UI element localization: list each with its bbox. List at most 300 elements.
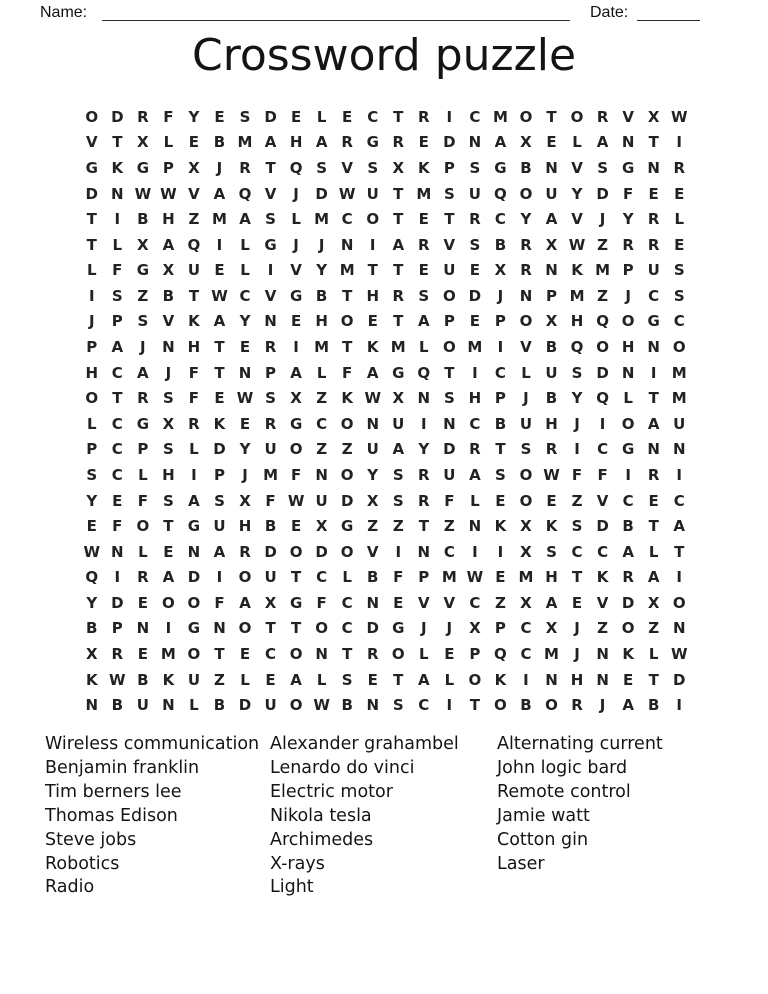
grid-cell: I	[676, 133, 683, 152]
grid-cell: V	[443, 235, 456, 254]
grid-cell: E	[571, 593, 583, 612]
grid-cell: P	[86, 338, 98, 357]
grid-cell: C	[341, 210, 353, 229]
grid-cell: X	[290, 389, 302, 408]
grid-cell: P	[494, 389, 506, 408]
grid-cell: Y	[188, 107, 200, 126]
grid-cell: I	[88, 286, 95, 305]
grid-cell: S	[443, 184, 455, 203]
grid-cell: N	[621, 133, 635, 152]
grid-cell: J	[574, 619, 580, 638]
grid-cell: F	[163, 107, 174, 126]
grid-cell: T	[393, 670, 404, 689]
grid-cell: C	[316, 414, 328, 433]
grid-cell: A	[264, 133, 277, 152]
grid-cell: B	[213, 133, 226, 152]
grid-cell: B	[137, 210, 149, 229]
grid-cell: R	[520, 261, 532, 280]
grid-cell: M	[314, 210, 330, 229]
grid-cell: W	[236, 389, 254, 408]
grid-cell: L	[163, 133, 174, 152]
grid-cell: U	[187, 670, 201, 689]
grid-cell: X	[520, 593, 532, 612]
grid-cell: C	[239, 286, 251, 305]
grid-cell: O	[289, 440, 303, 459]
grid-cell: A	[213, 184, 226, 203]
grid-cell: P	[494, 312, 506, 331]
grid-cell: S	[392, 491, 404, 510]
grid-cell: A	[290, 363, 302, 382]
grid-cell: R	[469, 440, 481, 459]
grid-cell: I	[216, 235, 223, 254]
grid-cell: T	[418, 517, 429, 536]
grid-cell: H	[85, 363, 99, 382]
grid-cell: I	[165, 619, 172, 638]
word-item: Thomas Edison	[45, 805, 178, 826]
grid-cell: R	[188, 414, 200, 433]
grid-cell: I	[497, 338, 504, 357]
grid-cell: C	[367, 107, 379, 126]
grid-cell: D	[264, 542, 277, 561]
grid-cell: E	[137, 645, 148, 664]
grid-cell: Q	[596, 312, 609, 331]
grid-cell: I	[446, 107, 453, 126]
grid-cell: S	[571, 363, 583, 382]
grid-cell: X	[162, 261, 175, 280]
grid-cell: D	[85, 184, 98, 203]
grid-cell: T	[648, 517, 659, 536]
grid-cell: L	[521, 363, 531, 382]
grid-cell: Z	[367, 517, 379, 536]
grid-cell: V	[520, 338, 532, 357]
grid-cell: S	[597, 158, 608, 177]
grid-cell: L	[623, 389, 633, 408]
grid-cell: C	[469, 107, 481, 126]
grid-cell: C	[469, 593, 481, 612]
grid-cell: R	[647, 465, 660, 484]
word-column	[45, 733, 259, 900]
grid-cell: U	[673, 414, 686, 433]
grid-cell: P	[111, 619, 123, 638]
grid-cell: Y	[316, 261, 328, 280]
grid-cell: N	[417, 389, 431, 408]
grid-cell: H	[621, 338, 635, 357]
grid-cell: X	[520, 542, 532, 561]
grid-cell: E	[290, 312, 302, 331]
grid-cell: S	[571, 517, 583, 536]
grid-cell: O	[442, 338, 456, 357]
grid-cell: D	[672, 670, 686, 689]
grid-cell: N	[417, 542, 431, 561]
grid-cell: E	[342, 107, 353, 126]
grid-cell: U	[392, 414, 405, 433]
word-item: Cotton gin	[497, 829, 589, 850]
grid-cell: C	[494, 210, 506, 229]
grid-cell: M	[569, 286, 585, 305]
grid-cell: Y	[367, 465, 379, 484]
grid-cell: N	[213, 619, 226, 638]
page-title: Crossword puzzle	[191, 30, 577, 81]
grid-cell: O	[672, 338, 686, 357]
grid-cell: X	[520, 517, 532, 536]
grid-cell: P	[265, 363, 277, 382]
grid-cell: X	[545, 619, 558, 638]
grid-cell: Z	[597, 286, 609, 305]
grid-cell: A	[162, 235, 175, 254]
grid-cell: Z	[443, 517, 455, 536]
grid-cell: U	[366, 440, 379, 459]
grid-cell: T	[393, 261, 404, 280]
grid-cell: U	[366, 184, 379, 203]
grid-cell: A	[545, 593, 558, 612]
grid-cell: R	[111, 645, 124, 664]
grid-cell: A	[111, 338, 124, 357]
grid-cell: N	[340, 235, 354, 254]
grid-cell: K	[622, 645, 634, 664]
grid-cell: B	[162, 286, 175, 305]
grid-cell: J	[421, 619, 427, 638]
grid-cell: R	[647, 210, 660, 229]
grid-cell: M	[237, 133, 253, 152]
grid-cell: O	[366, 210, 380, 229]
grid-cell: C	[341, 593, 353, 612]
grid-cell: V	[85, 133, 98, 152]
grid-cell: Z	[341, 440, 353, 459]
grid-cell: A	[137, 363, 149, 382]
grid-cell: S	[265, 210, 276, 229]
grid-cell: O	[85, 389, 99, 408]
grid-cell: F	[112, 261, 123, 280]
grid-cell: O	[340, 542, 354, 561]
grid-cell: P	[443, 158, 455, 177]
grid-cell: T	[444, 363, 455, 382]
grid-cell: I	[472, 363, 478, 382]
grid-cell: Q	[596, 389, 609, 408]
grid-cell: K	[341, 389, 353, 408]
grid-cell: C	[265, 645, 277, 664]
grid-cell: A	[647, 568, 660, 587]
grid-cell: J	[140, 338, 146, 357]
grid-cell: S	[316, 158, 328, 177]
grid-cell: D	[443, 440, 456, 459]
grid-cell: E	[290, 517, 302, 536]
grid-cell: M	[595, 261, 611, 280]
grid-cell: J	[574, 645, 580, 664]
grid-cell: S	[162, 440, 174, 459]
grid-cell: B	[622, 517, 634, 536]
grid-cell: A	[290, 670, 302, 689]
grid-cell: E	[418, 210, 429, 229]
grid-cell: E	[418, 133, 429, 152]
grid-cell: J	[165, 363, 172, 382]
grid-cell: O	[289, 696, 303, 715]
grid-cell: C	[443, 542, 455, 561]
grid-cell: O	[238, 619, 252, 638]
grid-cell: E	[623, 670, 634, 689]
grid-cell: E	[674, 184, 685, 203]
grid-cell: K	[417, 158, 430, 177]
grid-cell: X	[239, 491, 251, 510]
grid-cell: T	[163, 517, 174, 536]
grid-cell: C	[341, 619, 353, 638]
grid-cell: O	[519, 184, 533, 203]
grid-cell: J	[88, 312, 95, 331]
grid-cell: F	[214, 593, 225, 612]
grid-cell: E	[418, 261, 429, 280]
grid-cell: O	[570, 107, 584, 126]
grid-cell: E	[214, 261, 225, 280]
grid-cell: L	[316, 670, 327, 689]
grid-cell: F	[188, 389, 200, 408]
grid-cell: D	[213, 440, 226, 459]
grid-cell: O	[187, 593, 201, 612]
grid-cell: L	[86, 261, 97, 280]
grid-cell: J	[625, 286, 631, 305]
grid-cell: A	[239, 210, 251, 229]
grid-cell: Y	[418, 440, 430, 459]
grid-cell: E	[214, 107, 225, 126]
grid-cell: W	[364, 389, 381, 408]
grid-cell: T	[546, 107, 557, 126]
grid-cell: E	[674, 235, 685, 254]
grid-cell: E	[495, 568, 506, 587]
grid-cell: V	[290, 261, 302, 280]
grid-cell: N	[315, 645, 328, 664]
grid-cell: D	[315, 542, 328, 561]
grid-cell: K	[162, 670, 175, 689]
grid-cell: R	[520, 235, 532, 254]
grid-cell: T	[342, 286, 353, 305]
grid-cell: O	[187, 645, 201, 664]
grid-cell: D	[596, 184, 609, 203]
grid-cell: Y	[571, 184, 583, 203]
grid-cell: J	[293, 235, 299, 254]
grid-cell: Y	[520, 210, 532, 229]
grid-cell: O	[621, 312, 635, 331]
word-item: Remote control	[497, 781, 631, 802]
grid-cell: A	[213, 542, 226, 561]
grid-cell: K	[188, 312, 200, 331]
grid-cell: Q	[494, 645, 507, 664]
grid-cell: N	[596, 645, 609, 664]
grid-cell: M	[160, 645, 176, 664]
grid-cell: X	[85, 645, 98, 664]
grid-cell: I	[421, 414, 427, 433]
grid-cell: X	[392, 158, 405, 177]
grid-cell: A	[188, 491, 200, 510]
grid-cell: A	[366, 363, 379, 382]
grid-cell: D	[340, 491, 354, 510]
grid-cell: T	[214, 645, 225, 664]
grid-cell: I	[574, 440, 580, 459]
grid-cell: E	[495, 491, 506, 510]
grid-cell: L	[648, 645, 659, 664]
grid-cell: V	[596, 593, 609, 612]
grid-cell: U	[443, 261, 456, 280]
grid-cell: T	[571, 568, 583, 587]
grid-cell: I	[267, 261, 274, 280]
name-blank-line	[102, 2, 570, 21]
grid-cell: R	[239, 158, 251, 177]
grid-cell: C	[111, 440, 123, 459]
grid-cell: A	[418, 312, 430, 331]
grid-cell: I	[216, 568, 223, 587]
grid-cell: R	[137, 107, 149, 126]
grid-cell: O	[442, 286, 456, 305]
grid-cell: L	[674, 210, 684, 229]
grid-cell: Z	[648, 619, 660, 638]
grid-cell: W	[160, 184, 177, 203]
grid-cell: T	[214, 338, 225, 357]
grid-cell: N	[85, 696, 99, 715]
grid-cell: R	[418, 491, 430, 510]
grid-cell: C	[673, 491, 685, 510]
grid-cell: G	[621, 440, 635, 459]
grid-cell: C	[418, 696, 430, 715]
grid-cell: R	[264, 338, 277, 357]
grid-cell: M	[544, 645, 559, 664]
grid-cell: Y	[86, 491, 98, 510]
grid-cell: Q	[417, 363, 431, 382]
grid-cell: K	[366, 338, 379, 357]
grid-cell: R	[418, 107, 430, 126]
grid-cell: P	[111, 312, 123, 331]
grid-cell: V	[366, 542, 379, 561]
grid-cell: I	[625, 465, 631, 484]
word-item: Archimedes	[270, 829, 374, 850]
grid-cell: B	[341, 696, 353, 715]
grid-cell: R	[418, 235, 430, 254]
grid-cell: E	[265, 670, 276, 689]
grid-cell: K	[494, 670, 507, 689]
grid-cell: Z	[214, 670, 225, 689]
grid-cell: R	[392, 133, 405, 152]
grid-cell: M	[390, 338, 406, 357]
word-item: Alternating current	[497, 734, 663, 754]
word-item: Benjamin franklin	[45, 757, 200, 778]
grid-cell: I	[497, 542, 504, 561]
grid-cell: F	[265, 491, 276, 510]
grid-cell: R	[418, 465, 430, 484]
grid-cell: T	[469, 696, 480, 715]
grid-cell: O	[545, 696, 558, 715]
grid-cell: N	[647, 440, 660, 459]
grid-cell: J	[216, 158, 223, 177]
grid-cell: O	[596, 338, 609, 357]
grid-cell: T	[112, 133, 123, 152]
grid-cell: C	[597, 440, 609, 459]
grid-cell: J	[599, 210, 606, 229]
grid-cell: A	[239, 593, 251, 612]
grid-cell: S	[162, 491, 174, 510]
grid-cell: T	[393, 107, 404, 126]
grid-cell: Z	[137, 286, 149, 305]
grid-cell: N	[647, 158, 660, 177]
grid-cell: N	[136, 619, 150, 638]
grid-cell: A	[545, 210, 558, 229]
grid-cell: M	[263, 465, 279, 484]
grid-cell: O	[519, 465, 533, 484]
grid-cell: C	[622, 491, 634, 510]
grid-cell: O	[672, 593, 686, 612]
grid-cell: U	[647, 261, 660, 280]
grid-cell: B	[520, 158, 532, 177]
grid-cell: E	[86, 517, 97, 536]
grid-cell: L	[342, 568, 352, 587]
grid-cell: L	[444, 670, 455, 689]
grid-cell: G	[621, 158, 635, 177]
grid-cell: L	[648, 542, 659, 561]
grid-cell: C	[597, 542, 609, 561]
grid-cell: E	[239, 414, 251, 433]
grid-cell: C	[571, 542, 583, 561]
grid-cell: O	[494, 696, 507, 715]
grid-cell: C	[648, 286, 660, 305]
grid-cell: N	[315, 465, 328, 484]
grid-cell: D	[111, 593, 124, 612]
grid-cell: X	[647, 107, 660, 126]
grid-cell: E	[648, 491, 659, 510]
grid-cell: I	[293, 338, 299, 357]
grid-cell: G	[366, 133, 379, 152]
grid-cell: R	[341, 133, 353, 152]
grid-cell: Z	[316, 389, 328, 408]
grid-cell: L	[316, 363, 327, 382]
grid-cell: I	[676, 696, 683, 715]
grid-cell: B	[545, 389, 558, 408]
grid-cell: E	[367, 670, 378, 689]
name-label: Name:	[40, 4, 88, 21]
grid-cell: I	[191, 465, 197, 484]
grid-cell: N	[647, 338, 660, 357]
grid-cell: T	[342, 338, 353, 357]
grid-cell: Q	[289, 158, 303, 177]
grid-cell: D	[315, 184, 328, 203]
grid-cell: K	[213, 414, 226, 433]
grid-cell: G	[136, 414, 149, 433]
grid-cell: Y	[622, 210, 634, 229]
grid-cell: Q	[85, 568, 99, 587]
grid-cell: S	[137, 312, 149, 331]
grid-cell: N	[111, 184, 124, 203]
grid-cell: L	[572, 133, 582, 152]
grid-cell: D	[366, 619, 379, 638]
grid-cell: P	[418, 568, 430, 587]
grid-cell: T	[393, 184, 404, 203]
grid-cell: V	[443, 593, 456, 612]
word-item: Radio	[45, 877, 95, 898]
grid-cell: S	[214, 491, 225, 510]
grid-cell: I	[676, 568, 683, 587]
grid-cell: V	[188, 184, 200, 203]
grid-cell: O	[315, 619, 329, 638]
grid-cell: W	[109, 670, 126, 689]
grid-cell: K	[571, 261, 583, 280]
grid-cell: E	[444, 645, 455, 664]
grid-cell: O	[519, 107, 533, 126]
letter-grid	[79, 104, 692, 718]
grid-cell: I	[114, 568, 121, 587]
grid-cell: R	[239, 542, 251, 561]
grid-cell: R	[596, 107, 609, 126]
grid-cell: M	[671, 389, 687, 408]
grid-cell: N	[162, 696, 175, 715]
grid-cell: F	[571, 465, 583, 484]
grid-cell: F	[342, 363, 353, 382]
grid-cell: P	[622, 261, 634, 280]
grid-cell: P	[86, 440, 98, 459]
grid-cell: G	[289, 593, 303, 612]
